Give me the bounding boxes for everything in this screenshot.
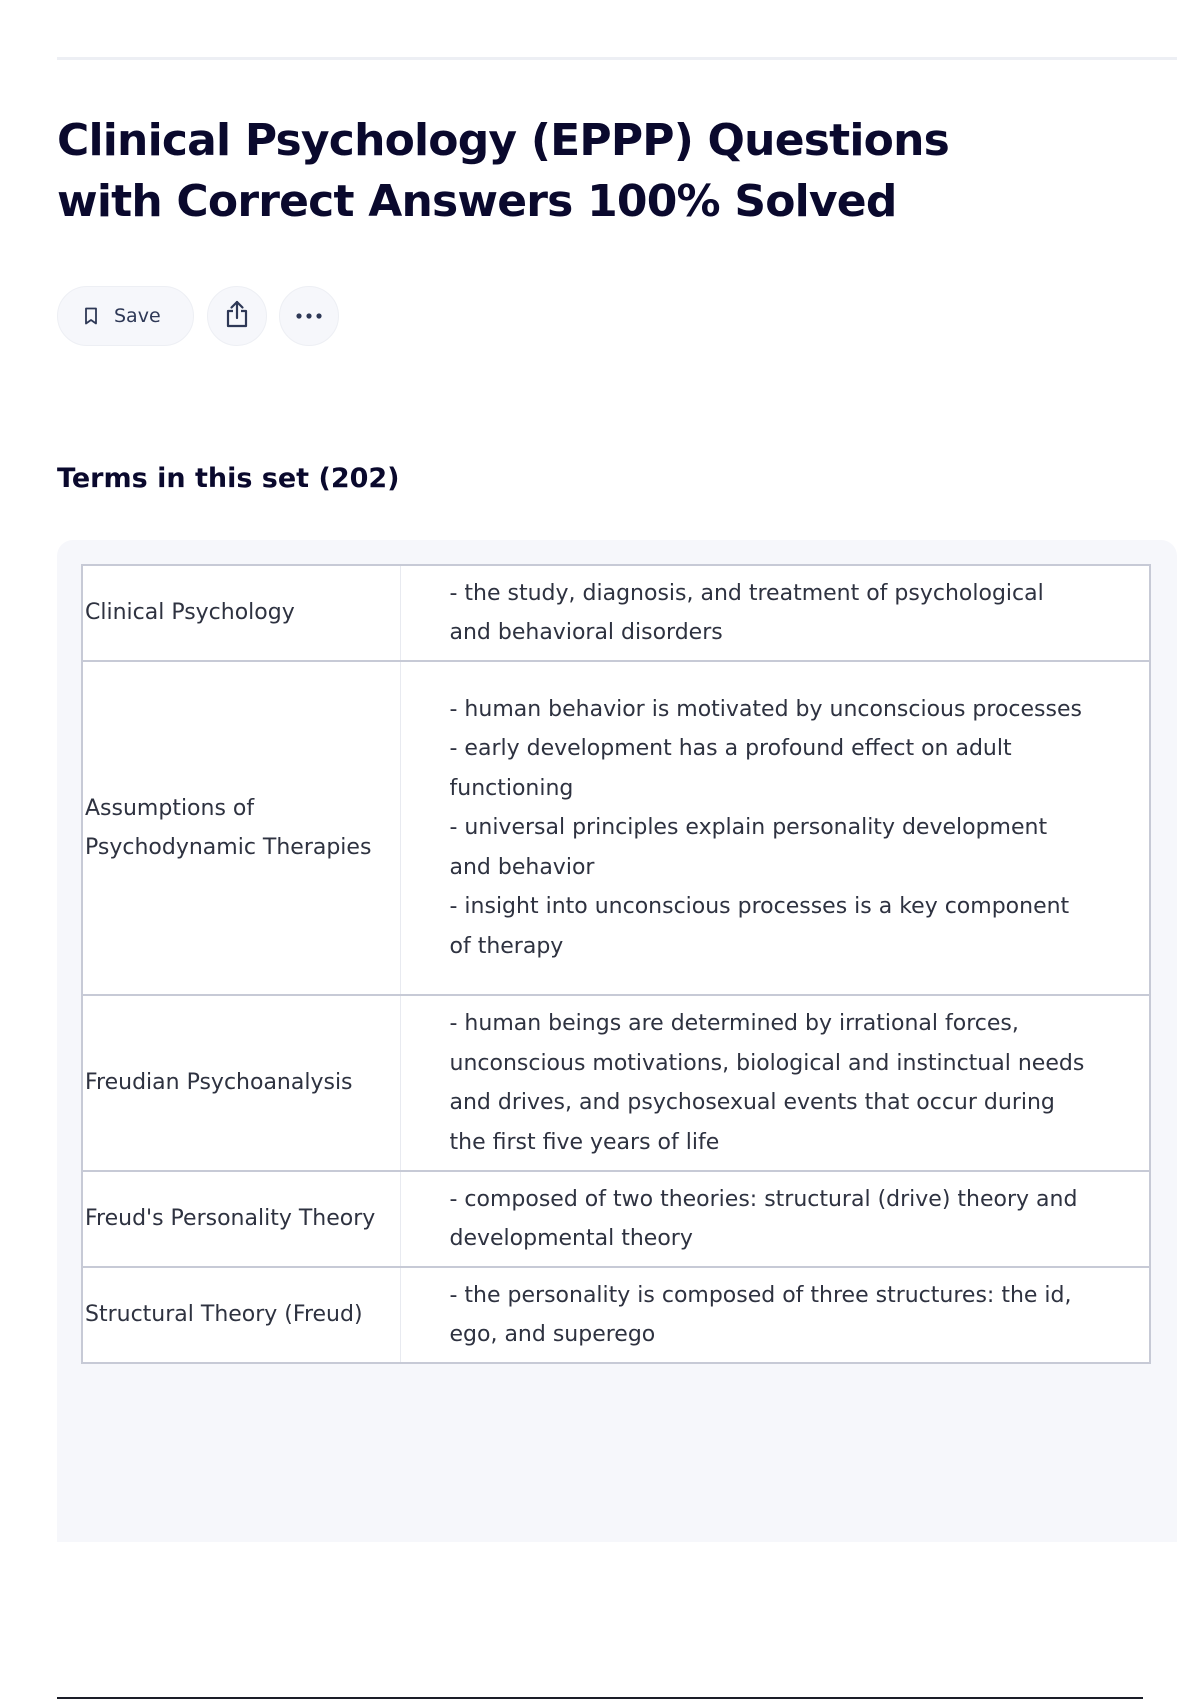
definition-cell: - the study, diagnosis, and treatment of psychological and behavioral disorders <box>449 580 1044 645</box>
table-row <box>82 995 1150 1171</box>
more-horizontal-icon <box>294 307 324 325</box>
table-row <box>82 1267 1150 1363</box>
definition-cell: - the personality is composed of three structures: the id, ego, and superego <box>449 1282 1072 1347</box>
term-cell: Freudian Psychoanalysis <box>82 995 400 1171</box>
top-divider <box>57 57 1177 60</box>
definition-cell: - human beings are determined by irrational forces, unconscious motivations, biological and instinctual needs and drives, and psychosexual events that occur during the first five years of life <box>449 1011 1085 1155</box>
terms-panel <box>57 540 1177 1542</box>
term-cell: Structural Theory (Freud) <box>82 1267 400 1363</box>
terms-heading: Terms in this set (202) <box>57 463 400 494</box>
term-cell: Clinical Psychology <box>82 565 400 661</box>
more-options-button[interactable] <box>279 286 339 346</box>
table-row <box>82 565 1150 661</box>
bookmark-icon <box>84 306 100 326</box>
table-row <box>82 661 1150 995</box>
page-title: Clinical Psychology (EPPP) Questions with Correct Answers 100% Solved <box>57 115 949 227</box>
terms-table <box>81 564 1151 1364</box>
table-row <box>82 1171 1150 1267</box>
definition-cell: - composed of two theories: structural (drive) theory and developmental theory <box>449 1186 1078 1251</box>
action-toolbar <box>57 286 351 346</box>
save-button[interactable] <box>57 286 194 346</box>
share-button[interactable] <box>207 286 267 346</box>
definition-cell: - human behavior is motivated by unconscious processes - early development has a profound effect on adult functioning - universal principles explain personality development and behavior - insight into unconscious processes is a key component of therapy <box>449 696 1082 959</box>
bottom-divider <box>57 1697 1143 1699</box>
save-button-label: Save <box>114 305 161 327</box>
term-cell: Freud's Personality Theory <box>82 1171 400 1267</box>
share-icon <box>224 299 250 334</box>
term-cell: Assumptions of Psychodynamic Therapies <box>82 661 400 995</box>
